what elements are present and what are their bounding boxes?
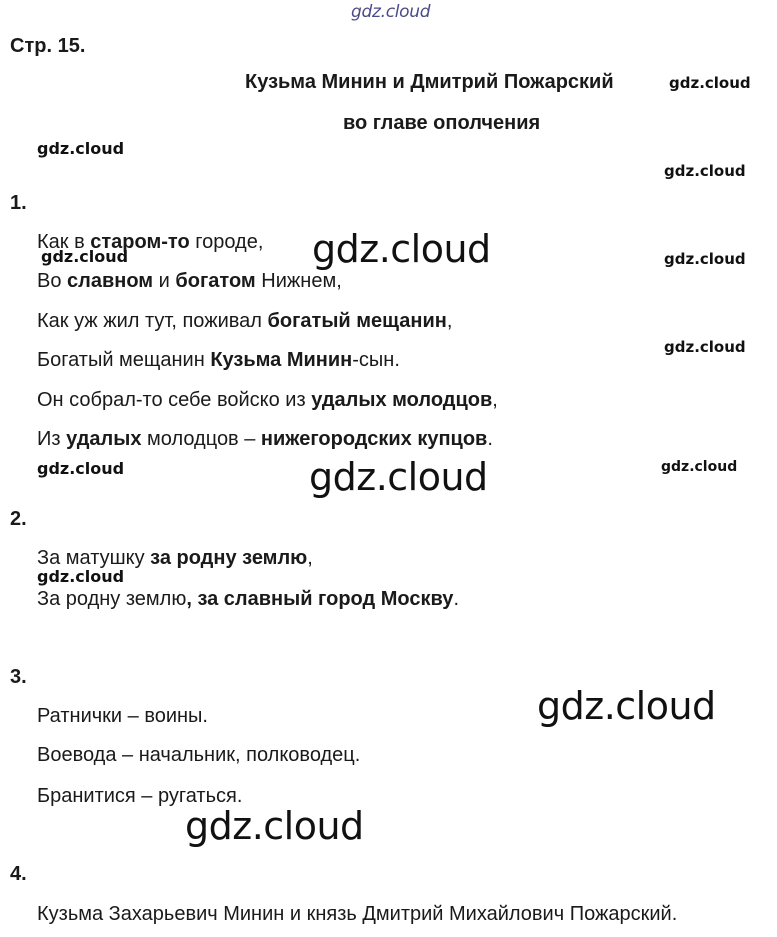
text-segment: Он собрал-то себе войско из <box>37 389 312 411</box>
bold-text: старом-то <box>90 231 190 253</box>
answer-line <box>37 903 677 926</box>
bold-text: , за славный город Москву <box>186 588 454 610</box>
text-segment: Во <box>37 270 68 292</box>
watermark-large: gdz.cloud <box>312 227 491 271</box>
watermark: gdz.cloud <box>661 459 738 475</box>
watermark: gdz.cloud <box>37 139 125 158</box>
text-segment: городе, <box>189 231 264 253</box>
text-segment: , <box>446 310 453 332</box>
page-number: Стр. 15. <box>10 35 86 57</box>
bold-text: богатый мещанин <box>267 310 447 332</box>
bold-text: удалых молодцов <box>311 389 493 411</box>
section-number-1: 1. <box>10 192 27 214</box>
watermark: gdz.cloud <box>664 162 746 180</box>
section-number-2: 2. <box>10 508 27 530</box>
text-segment: Ратнички – воины. <box>37 705 208 727</box>
watermark-large: gdz.cloud <box>185 804 364 848</box>
text-segment: Как уж жил тут, поживал <box>37 310 268 332</box>
bold-text: удалых <box>66 428 142 450</box>
definition-line <box>37 705 208 728</box>
bold-text: славном <box>67 270 154 292</box>
text-segment: молодцов – <box>141 428 261 450</box>
watermark: gdz.cloud <box>37 459 125 478</box>
bold-text: нижегородских купцов <box>260 428 488 450</box>
verse-line <box>37 310 452 333</box>
verse-line <box>37 270 342 293</box>
text-segment: , <box>492 389 498 411</box>
text-segment: -сын. <box>352 349 400 371</box>
text-segment: За родну землю <box>37 588 187 610</box>
text-segment: Богатый мещанин <box>37 349 211 371</box>
watermark-large: gdz.cloud <box>309 455 488 499</box>
verse-line <box>37 349 400 372</box>
bold-text: за родну землю <box>150 547 308 569</box>
text-segment: . <box>487 428 493 450</box>
watermark: gdz.cloud <box>41 247 129 266</box>
watermark: gdz.cloud <box>37 567 125 586</box>
text-segment: Как в <box>37 231 91 253</box>
text-segment: Нижнем, <box>255 270 342 292</box>
text-segment: . <box>453 588 459 610</box>
definition-line <box>37 744 360 767</box>
watermark: gdz.cloud <box>664 338 746 356</box>
section-number-3: 3. <box>10 666 27 688</box>
text-segment: Из <box>37 428 67 450</box>
title-line-1: Кузьма Минин и Дмитрий Пожарский <box>245 71 614 93</box>
verse-line <box>37 588 459 611</box>
verse-line <box>37 428 493 451</box>
watermark: gdz.cloud <box>664 250 746 268</box>
watermark-large: gdz.cloud <box>537 684 716 728</box>
section-number-4: 4. <box>10 863 27 885</box>
text-segment: и <box>153 270 176 292</box>
verse-line <box>37 389 498 412</box>
bold-text: богатом <box>175 270 256 292</box>
bold-text: Кузьма Минин <box>210 349 353 371</box>
header-watermark: gdz.cloud <box>351 2 431 22</box>
text-segment: Бранитися – ругаться. <box>37 785 243 807</box>
text-segment: Воевода – начальник, полководец. <box>37 744 361 766</box>
text-segment: , <box>307 547 313 569</box>
title-line-2: во главе ополчения <box>343 112 541 134</box>
text-segment: Кузьма Захарьевич Минин и князь Дмитрий Михайлович Пожарский. <box>37 903 678 925</box>
watermark: gdz.cloud <box>669 74 751 92</box>
text-segment: За матушку <box>37 547 151 569</box>
